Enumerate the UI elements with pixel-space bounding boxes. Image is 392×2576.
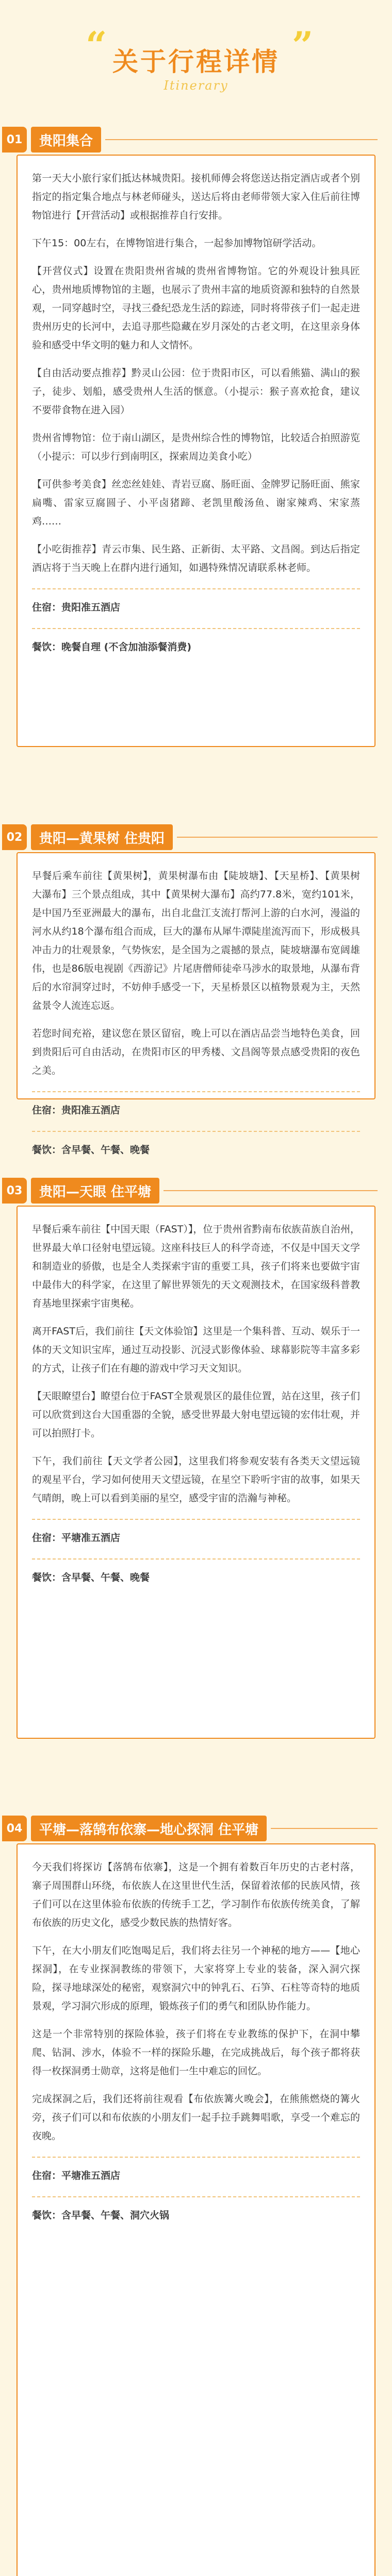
itinerary-paragraph: 完成探洞之后，我们还将前往观看【布依族篝火晚会】，在熊熊燃烧的篝火旁，孩子们可以和布依族的小朋友们一起手拉手跳舞唱歌，享受一个难忘的夜晚。 bbox=[32, 2093, 360, 2142]
lodging-value: 平塘准五酒店 bbox=[61, 1532, 121, 1544]
card-body bbox=[18, 1207, 374, 1599]
meals-label: 餐饮： bbox=[32, 2210, 62, 2221]
meals-label: 餐饮： bbox=[32, 1144, 62, 1156]
itinerary-paragraph: 贵州省博物馆：位于南山湖区，是贵州综合性的博物馆，比较适合拍照游览（小提示：可以步行到南明区，探索周边美食小吃） bbox=[32, 432, 360, 462]
meals-value: 含早餐、午餐、晚餐 bbox=[61, 1144, 150, 1156]
section-rule bbox=[177, 837, 378, 838]
page-title: 关于行程详情 bbox=[112, 47, 280, 77]
dashed-divider bbox=[32, 1519, 360, 1520]
section-title: 贵阳—天眼 住平塘 bbox=[31, 1178, 159, 1204]
itinerary-paragraph: 【开营仪式】设置在贵阳贵州省城的贵州省博物馆。它的外观设计独具匠心，贵州地质博物馆的主题，也展示了贵州丰富的地质资源和独特的自然景观，一同穿越时空，寻找三叠纪恐龙生活的踪迹，同时将带孩子们一起走进贵州历史的长河中，去追寻那些隐藏在岁月深处的古老文明，在这里亲身体验和感受中华文明的魅力和人文情怀。 bbox=[32, 265, 360, 351]
dashed-divider bbox=[32, 1131, 360, 1132]
section-title: 贵阳集合 bbox=[31, 127, 101, 152]
day-section bbox=[0, 1178, 392, 1205]
dashed-divider bbox=[32, 1558, 360, 1560]
section-number-badge: 03 bbox=[2, 1178, 27, 1204]
itinerary-paragraph: 离开FAST后，我们前往【天文体验馆】这里是一个集科普、互动、娱乐于一体的天文知识宝库，通过互动投影、沉浸式影像体验、球幕影院等丰富多彩的方式，让孩子们在有趣的游戏中学习天文知识。 bbox=[32, 1326, 360, 1374]
itinerary-paragraph: 【可供参考美食】丝恋丝娃娃、青岩豆腐、肠旺面、金牌罗记肠旺面、熊家扁嘴、雷家豆腐圆子、小平卤猪蹄、老凯里酸汤鱼、谢家辣鸡、宋家蒸鸡…… bbox=[32, 479, 360, 527]
meals-label: 餐饮： bbox=[32, 1572, 62, 1583]
section-number-badge: 02 bbox=[2, 824, 27, 850]
meals-info bbox=[32, 1568, 360, 1587]
lodging-value: 贵阳准五酒店 bbox=[61, 602, 121, 613]
itinerary-paragraph: 下午，在大小朋友们吃饱喝足后，我们将去往另一个神秘的地方——【地心探洞】，在专业探洞教练的带领下，大家将穿上专业的装备，深入洞穴探险，探寻地球深处的秘密，观察洞穴中的钟乳石、石笋、石柱等奇特的地质景观，学习洞穴形成的原理，锻炼孩子们的勇气和团队协作能力。 bbox=[32, 1945, 360, 2012]
lodging-value: 平塘准五酒店 bbox=[61, 2170, 121, 2181]
card-body bbox=[18, 156, 374, 669]
section-heading bbox=[2, 1178, 392, 1205]
lodging-info bbox=[32, 598, 360, 617]
meals-value: 晚餐自理 (不含加油添餐消费) bbox=[61, 641, 191, 653]
section-title: 平塘—落鹄布依寨—地心探洞 住平塘 bbox=[31, 1816, 267, 1841]
lodging-label: 住宿： bbox=[32, 1105, 62, 1116]
itinerary-paragraph: 【自由活动要点推荐】黔灵山公园：位于贵阳市区，可以看熊猫、满山的猴子，徒步、划船，感受贵州人生活的惬意。（小提示：猴子喜欢抢食，建议不要带食物在进入园） bbox=[32, 367, 360, 416]
itinerary-paragraph: 第一天大小旅行家们抵达林城贵阳。接机师傅会将您送达指定酒店或者个别指定的指定集合地点与林老师碰头，送达后将由老师带领大家入住后前往博物馆进行【开营活动】或根据推荐自行安排。 bbox=[32, 173, 360, 221]
itinerary-paragraph: 今天我们将探访【落鹄布依寨】，这是一个拥有着数百年历史的古老村落，寨子周围群山环绕，布依族人在这里世代生活，保留着浓郁的民族风情，孩子们可以在这里体验布依族的传统手工艺，学习制作布依族传统美食，了解布依族的历史文化，感受少数民族的热情好客。 bbox=[32, 1861, 360, 1928]
day-detail-card bbox=[17, 1206, 375, 1739]
page-subtitle: Itinerary bbox=[164, 78, 228, 93]
meals-info bbox=[32, 1141, 360, 1159]
section-title: 贵阳—黄果树 住贵阳 bbox=[31, 824, 173, 850]
dashed-divider bbox=[32, 2157, 360, 2158]
section-number-badge: 04 bbox=[2, 1816, 27, 1841]
meals-info bbox=[32, 2206, 360, 2225]
itinerary-paragraph: 早餐后乘车前往【中国天眼（FAST）】，位于贵州省黔南布依族苗族自治州，世界最大单口径射电望远镜。这座科技巨人的科学奇迹，不仅是中国天文学和制造业的骄傲，也是全人类探索宇宙的重要工具，孩子们将来也要做宇宙中最伟大的科学家，在这里了解世界领先的天文观测技术，在国家级科普教育基地里探索宇宙奥秘。 bbox=[32, 1224, 360, 1309]
page-header bbox=[0, 0, 392, 93]
itinerary-paragraph: 【小吃街推荐】青云市集、民生路、正新街、太平路、文昌阁。到达后指定酒店将于当天晚上在群内进行通知，如遇特殊情况请联系林老师。 bbox=[32, 544, 360, 573]
day-detail-card bbox=[17, 1843, 375, 2576]
meals-label: 餐饮： bbox=[32, 641, 62, 653]
itinerary-paragraph: 【天眼瞭望台】瞭望台位于FAST全景观景区的最佳位置，站在这里，孩子们可以欣赏到这台大国重器的全貌，感受世界最大射电望远镜的宏伟壮观，并可以拍照打卡。 bbox=[32, 1391, 360, 1439]
section-rule bbox=[105, 139, 378, 140]
lodging-label: 住宿： bbox=[32, 2170, 62, 2181]
itinerary-paragraph: 下午，我们前往【天文学者公园】，这里我们将参观安装有各类天文望远镜的观星平台，学习如何使用天文望远镜，在星空下聆听宇宙的故事，如果天气晴朗，晚上可以看到美丽的星空，感受宇宙的浩瀚与神秘。 bbox=[32, 1455, 360, 1504]
dashed-divider bbox=[32, 588, 360, 590]
lodging-info bbox=[32, 1101, 360, 1120]
itinerary-paragraph: 下午15：00左右，在博物馆进行集合，一起参加博物馆研学活动。 bbox=[32, 238, 322, 249]
dashed-divider bbox=[32, 2196, 360, 2198]
quote-mark-left: “ bbox=[86, 23, 107, 67]
section-rule bbox=[164, 1190, 378, 1191]
day-section bbox=[0, 824, 392, 851]
itinerary-paragraph: 早餐后乘车前往【黄果树】，黄果树瀑布由【陡坡塘】、【天星桥】、【黄果树大瀑布】三个景点组成，其中【黄果树大瀑布】高约77.8米，宽约101米，是中国乃至亚洲最大的瀑布，出自北盘江支流打帮河上游的白水河，漫溢的河水从约18个瀑布组合而成，巨大的瀑布从犀牛潭陡崖流泻而下，形成极具冲击力的壮观景象，气势恢宏，是全国为之震撼的景点，陡坡塘瀑布宽阔雄伟，也是86版电视剧《西游记》片尾唐僧师徒牵马涉水的取景地，从瀑布背后的水帘洞穿过时，不妨伸手感受一下，天星桥景区以植物景观为主，天然盆景令人流连忘返。 bbox=[32, 870, 360, 1011]
day-section bbox=[0, 1816, 392, 1842]
lodging-info bbox=[32, 1529, 360, 1547]
lodging-value: 贵阳准五酒店 bbox=[61, 1105, 121, 1116]
card-body bbox=[18, 853, 374, 1172]
meals-value: 含早餐、午餐、洞穴火锅 bbox=[61, 2210, 170, 2221]
itinerary-paragraph: 这是一个非常特别的探险体验，孩子们将在专业教练的保护下，在洞中攀爬、钻洞、涉水，体验不一样的探险乐趣，在完成挑战后，每个孩子都将获得一枚探洞勇士勋章，这将是他们一生中难忘的回忆。 bbox=[32, 2028, 360, 2077]
lodging-label: 住宿： bbox=[32, 602, 62, 613]
itinerary-paragraph: 若您时间充裕，建议您在景区留宿，晚上可以在酒店品尝当地特色美食，回到贵阳后可自由活动，在贵阳市区的甲秀楼、文昌阁等景点感受贵阳的夜色之美。 bbox=[32, 1028, 360, 1076]
day-detail-card bbox=[17, 852, 375, 1156]
meals-value: 含早餐、午餐、晚餐 bbox=[61, 1572, 150, 1583]
day-detail-card bbox=[17, 155, 375, 747]
meals-info bbox=[32, 638, 360, 656]
section-rule bbox=[271, 1828, 378, 1829]
section-number-badge: 01 bbox=[2, 127, 27, 152]
quote-mark-right: ” bbox=[292, 23, 314, 67]
section-heading bbox=[2, 1816, 392, 1842]
dashed-divider bbox=[32, 628, 360, 630]
lodging-info bbox=[32, 2166, 360, 2185]
section-heading bbox=[2, 824, 392, 851]
dashed-divider bbox=[32, 1091, 360, 1093]
day-section bbox=[0, 127, 392, 154]
lodging-label: 住宿： bbox=[32, 1532, 62, 1544]
section-heading bbox=[2, 127, 392, 154]
card-body bbox=[18, 1844, 374, 2237]
